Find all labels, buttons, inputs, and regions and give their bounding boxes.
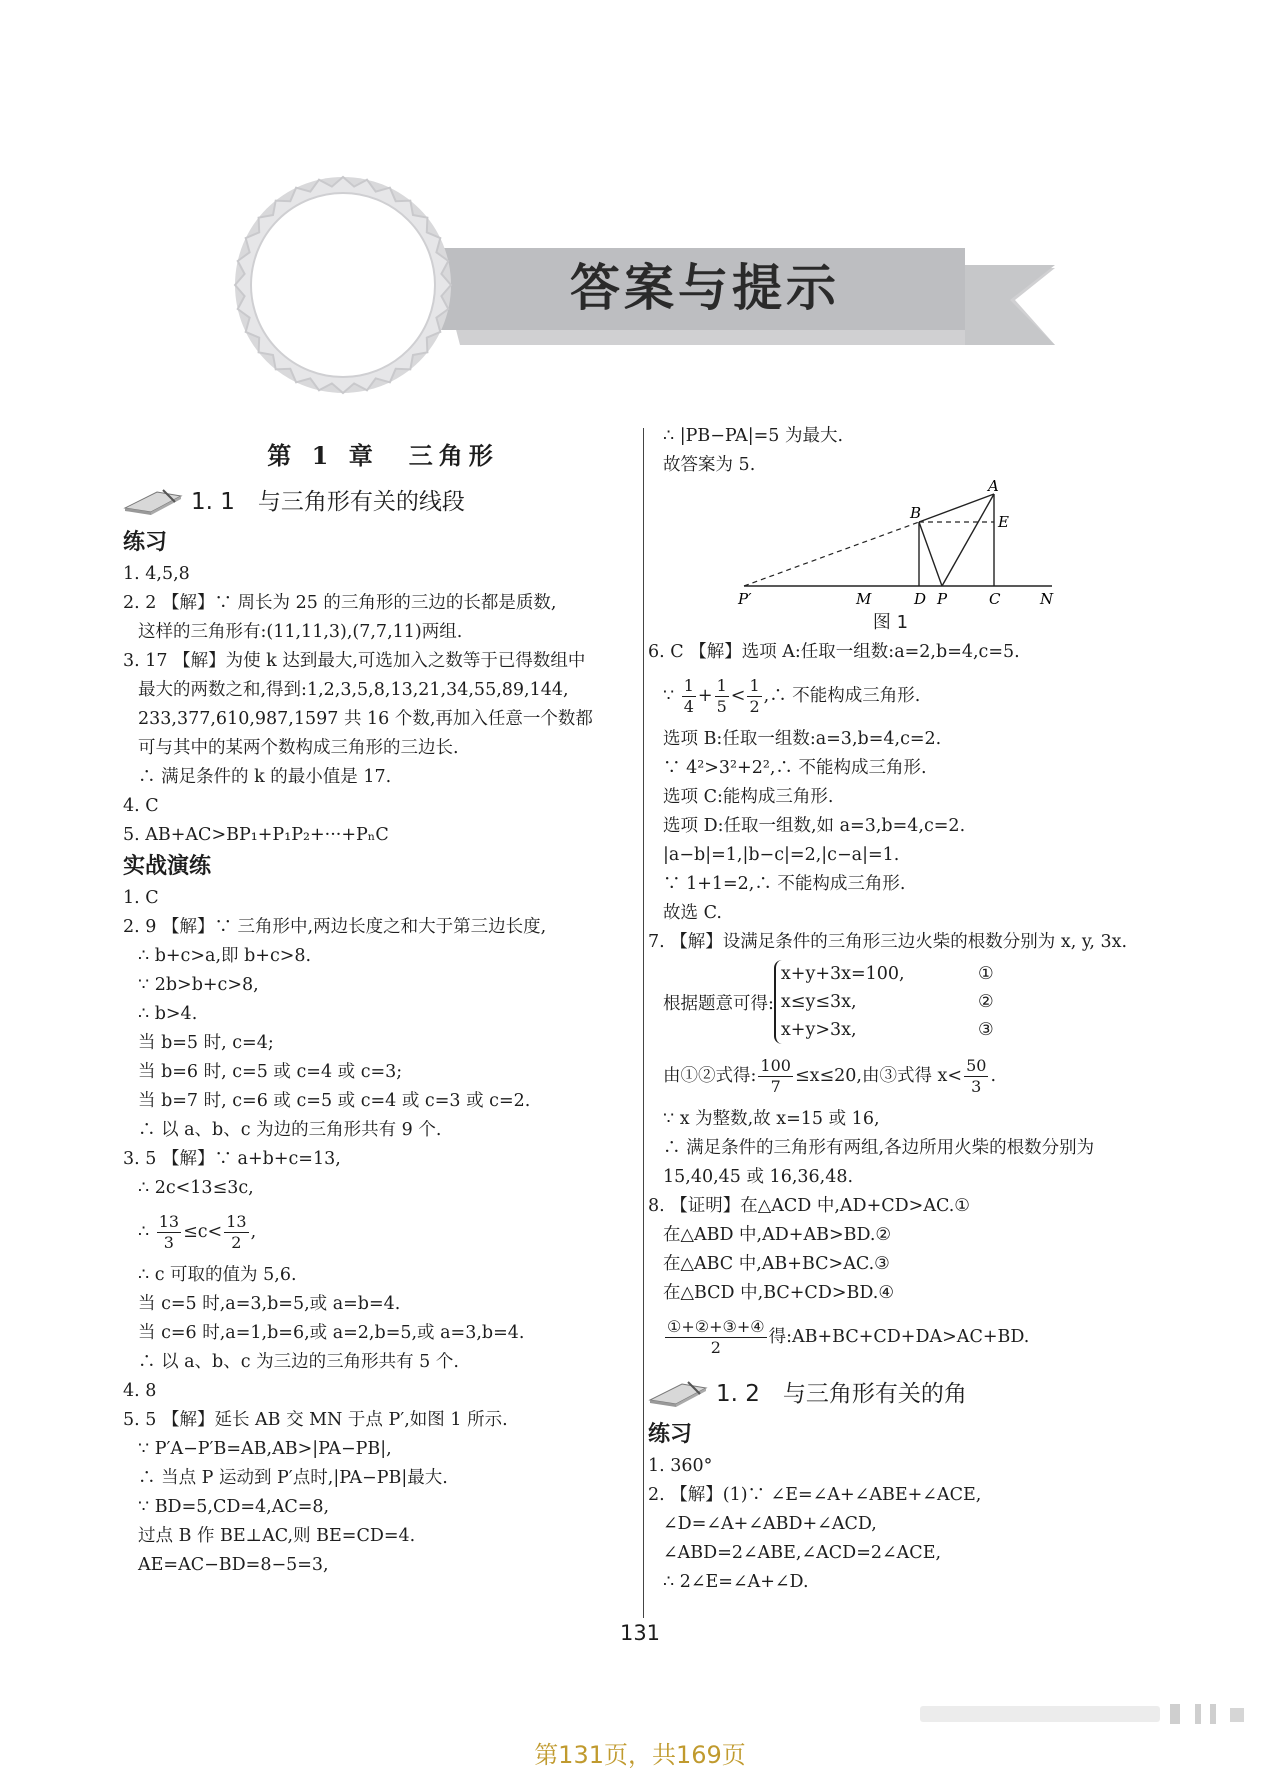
- open-book-icon: [648, 1380, 710, 1408]
- answer-line: 3. 5 【解】∵ a+b+c=13,: [123, 1149, 341, 1169]
- banner-title: 答案与提示: [570, 259, 840, 317]
- answer-line: AE=AC−BD=8−5=3,: [138, 1555, 329, 1575]
- answer-line: 6. C 【解】选项 A:任取一组数:a=2,b=4,c=5.: [648, 642, 1020, 662]
- label-a: A: [988, 480, 999, 495]
- answer-line: ∴ |PB−PA|=5 为最大.: [663, 426, 844, 446]
- fraction: $\frac{1}{5}$: [716, 676, 727, 716]
- answer-line: 1. C: [123, 888, 159, 908]
- answer-line: ∴ b>4.: [138, 1004, 198, 1024]
- label-e: E: [998, 513, 1009, 531]
- answer-line: 2. 【解】(1)∵ ∠E=∠A+∠ABE+∠ACE,: [648, 1485, 982, 1505]
- answer-line: 3. 17 【解】为使 k 达到最大,可选加入之数等于已得数组中: [123, 651, 586, 671]
- column-divider: [643, 428, 644, 1618]
- section-heading-text: 1. 2 与三角形有关的角: [716, 1381, 967, 1407]
- answer-line: ∴ 2c<13≤3c,: [138, 1178, 254, 1198]
- answer-line: 4. C: [123, 796, 159, 816]
- fraction-line: ∵ $\frac{1}{4}$ + $\frac{1}{5}$ < $\frac{1}{2}$ ,∴ 不能构成三角形.: [663, 676, 921, 716]
- answer-line: 2. 2 【解】∵ 周长为 25 的三角形的三边的长都是质数,: [123, 593, 557, 613]
- fraction: $\frac{50}{3}$: [966, 1056, 987, 1096]
- answer-line: 2. 9 【解】∵ 三角形中,两边长度之和大于第三边长度,: [123, 917, 547, 937]
- answer-line: 5. AB+AC>BP₁+P₁P₂+···+PₙC: [123, 825, 389, 845]
- seal-badge: [235, 177, 451, 393]
- answer-line: 233,377,610,987,1597 共 16 个数,再加入任意一个数都: [138, 709, 593, 729]
- answer-line: 在△ABD 中,AD+AB>BD.②: [663, 1225, 892, 1245]
- fraction: $\frac{1}{4}$: [683, 676, 694, 716]
- equation-system: 根据题意可得: x+y+3x=100, x≤y≤3x, x+y>3x, ① ② ③: [648, 957, 1193, 1047]
- answer-line: ∵ 4²>3²+2²,∴ 不能构成三角形.: [663, 758, 927, 778]
- circled-markers: ① ② ③: [978, 964, 994, 1040]
- label-p-prime: P′: [738, 590, 752, 608]
- answer-line: 这样的三角形有:(11,11,3),(7,7,11)两组.: [138, 622, 463, 642]
- answer-line: 4. 8: [123, 1381, 157, 1401]
- answer-line: 8. 【证明】在△ACD 中,AD+CD>AC.①: [648, 1196, 970, 1216]
- right-column: [648, 422, 1193, 1597]
- answer-line: ∴ 满足条件的三角形有两组,各边所用火柴的根数分别为: [663, 1138, 1095, 1158]
- subheading-practice: 练习: [123, 530, 168, 555]
- answer-line: 过点 B 作 BE⊥AC,则 BE=CD=4.: [138, 1526, 416, 1546]
- label-m: M: [856, 590, 872, 608]
- line-pa: [942, 494, 994, 586]
- answer-line: 当 b=6 时, c=5 或 c=4 或 c=3;: [138, 1062, 403, 1082]
- left-column: [123, 430, 643, 1580]
- answer-line: ∴ 以 a、b、c 为三边的三角形共有 5 个.: [138, 1352, 459, 1372]
- page-footer: 第131页，共169页: [534, 1741, 746, 1769]
- figure-caption: 图 1: [872, 612, 909, 633]
- fraction-line: 由①②式得: $\frac{100}{7}$ ≤x≤20,由③式得 x< $\frac{50}{3}$ .: [663, 1056, 997, 1096]
- answer-line: ∴ b+c>a,即 b+c>8.: [138, 946, 312, 966]
- answer-line: ∵ 2b>b+c>8,: [138, 975, 259, 995]
- answer-line: 选项 D:任取一组数,如 a=3,b=4,c=2.: [663, 816, 966, 836]
- fraction-line: $\frac{\text{①+②+③+④}}{2}$ 得:AB+BC+CD+DA>AC+BD.: [667, 1317, 1030, 1357]
- answer-line: 最大的两数之和,得到:1,2,3,5,8,13,21,34,55,89,144,: [138, 680, 569, 700]
- subheading-drill: 实战演练: [123, 854, 212, 879]
- line-ppb-dashed: [744, 522, 919, 586]
- header-banner: [0, 0, 1280, 430]
- answer-line: 1. 4,5,8: [123, 564, 190, 584]
- fraction: $\frac{100}{7}$: [760, 1056, 791, 1096]
- label-c: C: [989, 590, 1001, 608]
- answer-line: ∴ c 可取的值为 5,6.: [138, 1265, 297, 1285]
- viewer-toolbar-strip: [920, 1700, 1260, 1728]
- section-heading-text: 1. 1 与三角形有关的线段: [191, 489, 465, 515]
- open-book-icon: [123, 488, 185, 516]
- answer-line: 1. 360°: [648, 1456, 713, 1476]
- answer-line: 故答案为 5.: [663, 455, 756, 475]
- answer-line: 在△ABC 中,AB+BC>AC.③: [663, 1254, 890, 1274]
- fraction: $\frac{13}{2}$: [226, 1212, 247, 1252]
- answer-line: ∠ABD=2∠ABE,∠ACD=2∠ACE,: [663, 1543, 942, 1563]
- line-ba: [919, 494, 994, 522]
- answer-line: ∵ x 为整数,故 x=15 或 16,: [663, 1109, 880, 1129]
- label-d: D: [914, 590, 927, 608]
- answer-line: 选项 B:任取一组数:a=3,b=4,c=2.: [663, 729, 942, 749]
- section-heading-1-1: [123, 478, 643, 526]
- line-bp: [919, 522, 942, 586]
- answer-line: ∵ BD=5,CD=4,AC=8,: [138, 1497, 330, 1517]
- answer-line: 在△BCD 中,BC+CD>BD.④: [663, 1283, 895, 1303]
- answer-line: 当 c=6 时,a=1,b=6,或 a=2,b=5,或 a=3,b=4.: [138, 1323, 525, 1343]
- answer-line: 故选 C.: [663, 903, 722, 923]
- label-p: P: [937, 590, 948, 608]
- answer-line: ∵ 1+1=2,∴ 不能构成三角形.: [663, 874, 906, 894]
- answer-line: 7. 【解】设满足条件的三角形三边火柴的根数分别为 x, y, 3x.: [648, 932, 1128, 952]
- answer-line: ∴ 2∠E=∠A+∠D.: [663, 1572, 809, 1592]
- answer-line: 当 b=7 时, c=6 或 c=5 或 c=4 或 c=3 或 c=2.: [138, 1091, 531, 1111]
- answer-line: 15,40,45 或 16,36,48.: [663, 1167, 854, 1187]
- answer-line: ∠D=∠A+∠ABD+∠ACD,: [663, 1514, 877, 1534]
- brace-system: x+y+3x=100, x≤y≤3x, x+y>3x,: [774, 960, 905, 1044]
- page-number: 131: [619, 1621, 661, 1645]
- answer-line: ∴ 当点 P 运动到 P′点时,|PA−PB|最大.: [138, 1468, 448, 1488]
- geometry-figure: [732, 480, 1072, 608]
- label-b: B: [910, 504, 922, 522]
- fraction: $\frac{1}{2}$: [749, 676, 760, 716]
- answer-line: ∴ 以 a、b、c 为边的三角形共有 9 个.: [138, 1120, 442, 1140]
- fraction: $\frac{13}{3}$: [158, 1212, 180, 1252]
- section-heading-1-2: [648, 1370, 1193, 1418]
- fraction-line: ∴ $\frac{13}{3}$ ≤c< $\frac{13}{2}$ ,: [138, 1212, 257, 1252]
- answer-line: 当 c=5 时,a=3,b=5,或 a=b=4.: [138, 1294, 401, 1314]
- answer-line: |a−b|=1,|b−c|=2,|c−a|=1.: [663, 845, 900, 865]
- fraction: $\frac{\text{①+②+③+④}}{2}$: [667, 1317, 765, 1357]
- chapter-title: 第 1 章 三角形: [267, 441, 499, 470]
- subheading-practice: 练习: [648, 1422, 693, 1447]
- label-n: N: [1040, 590, 1054, 608]
- answer-line: 可与其中的某两个数构成三角形的三边长.: [138, 738, 459, 758]
- answer-line: 当 b=5 时, c=4;: [138, 1033, 274, 1053]
- answer-line: 选项 C:能构成三角形.: [663, 787, 834, 807]
- answer-line: 5. 5 【解】延长 AB 交 MN 于点 P′,如图 1 所示.: [123, 1410, 508, 1430]
- answer-line: ∴ 满足条件的 k 的最小值是 17.: [138, 767, 392, 787]
- answer-line: ∵ P′A−P′B=AB,AB>|PA−PB|,: [138, 1439, 392, 1459]
